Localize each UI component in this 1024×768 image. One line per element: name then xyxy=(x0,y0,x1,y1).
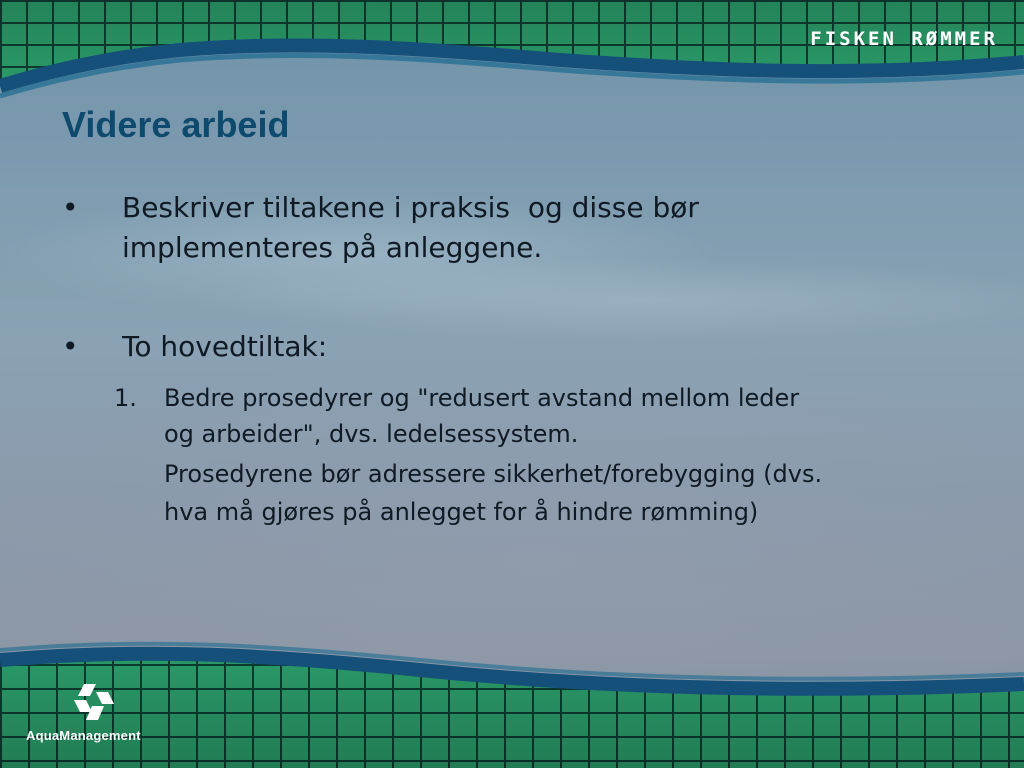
bullet-text xyxy=(122,188,699,268)
brand-title: FISKEN RØMMER xyxy=(810,28,998,50)
sub-paragraph-line: hva må gjøres på anlegget for å hindre rømming) xyxy=(164,498,759,526)
numbered-line: og arbeider", dvs. ledelsessystem. xyxy=(164,420,579,448)
logo-text: AquaManagement xyxy=(26,728,141,743)
bullet-line: Beskriver tiltakene i praksis og disse bør xyxy=(122,191,699,224)
aquamanagement-logo-icon xyxy=(66,682,118,726)
aquamanagement-logo xyxy=(26,682,176,752)
bullet-line: To hovedtiltak: xyxy=(122,330,328,363)
bullet-line: implementeres på anleggene. xyxy=(122,231,543,264)
sub-paragraph-line: Prosedyrene bør adressere sikkerhet/forebygging (dvs. xyxy=(164,460,823,488)
slide-title: Videre arbeid xyxy=(62,104,290,145)
sub-paragraph xyxy=(164,455,964,531)
numbered-marker: 1. xyxy=(114,384,137,412)
numbered-text xyxy=(164,380,944,452)
bullet-marker: • xyxy=(62,191,79,224)
top-net-band xyxy=(0,0,1024,110)
bullet-text xyxy=(122,327,327,367)
numbered-line: Bedre prosedyrer og "redusert avstand mellom leder xyxy=(164,384,800,412)
bullet-marker: • xyxy=(62,330,79,363)
